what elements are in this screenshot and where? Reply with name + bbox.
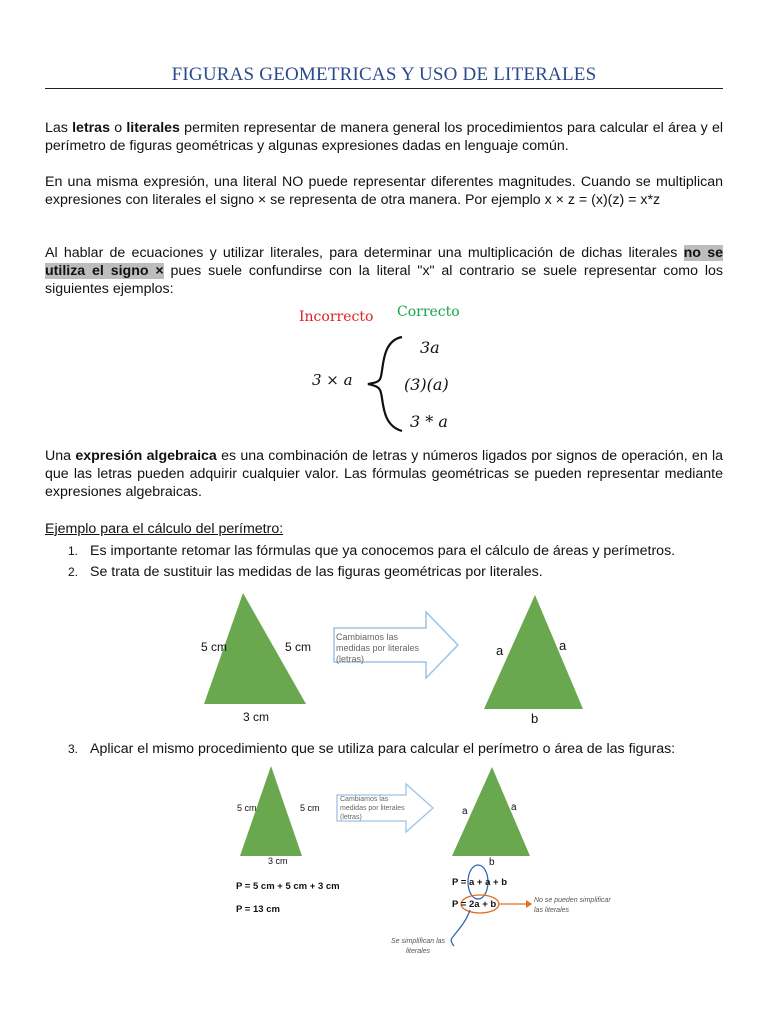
example-heading: Ejemplo para el cálculo del perímetro: [45, 521, 284, 537]
title-underline [45, 88, 723, 89]
fig1-lit-right: a [559, 638, 567, 653]
fig2-lit-base: b [489, 857, 495, 868]
fig1-arrow-text: Cambiamos las medidas por literales (letras) [336, 632, 420, 664]
list-item: 2. Se trata de sustituir las medidas de las figuras geométricas por literales. [68, 564, 543, 580]
fig2-base: 3 cm [268, 856, 288, 866]
document-title: FIGURAS GEOMETRICAS Y USO DE LITERALES [171, 64, 597, 85]
paragraph-literales: Las letras o literales permiten representar de manera general los procedimientos para calcular el área y el perímetro de figuras geométricas y algunas expresiones dadas en lenguaje común. [45, 120, 723, 154]
paragraph-expresion-algebraica: Una expresión algebraica es una combinación de letras y números ligados por signos de operación, en la que las letras pueden adquirir cualquier valor. Las fórmulas geométricas se pueden representar mediante expresiones algebraicas. [45, 448, 724, 500]
note-simplify: Se simplifican las literales [390, 938, 446, 955]
fig1-lit-left: a [496, 643, 504, 658]
fig1-lit-base: b [531, 711, 539, 726]
label-correcto: Correcto [397, 304, 460, 320]
note-no-simplify: No se pueden simplificar las literales [534, 897, 611, 914]
highlight-no-signo: no se utiliza el signo × [45, 245, 723, 279]
expr-option-3: 3 * a [410, 412, 448, 431]
expr-option-1: 3a [420, 338, 440, 357]
equation-literals-simplified: P = 2a + b [452, 899, 497, 910]
fig1-left-side: 5 cm [201, 640, 228, 654]
fig1-right-side: 5 cm [285, 640, 312, 654]
fig2-right-side: 5 cm [300, 803, 320, 813]
equation-result: P = 13 cm [236, 904, 280, 915]
fig2-lit-left: a [462, 806, 468, 817]
paragraph-multiplicacion: Al hablar de ecuaciones y utilizar literales, para determinar una multiplicación de dichas literales no se utiliza el signo × pues suele confundirse con la literal "x" al contrario se suele representar como los siguientes ejemplos: [45, 245, 723, 297]
expr-option-2: (3)(a) [404, 375, 449, 394]
equation-literals: P = a + a + b [452, 877, 508, 888]
list-item: 3. Aplicar el mismo procedimiento que se utiliza para calcular el perímetro o área de las figuras: [68, 741, 676, 757]
fig2-arrow-text: Cambiamos las medidas por literales (letras) [340, 796, 405, 821]
paragraph-magnitudes: En una misma expresión, una literal NO puede representar diferentes magnitudes. Cuando se multiplican expresiones con literales el signo × se representa de otra manera. Por ejemplo x × z = (x)(z) = x*z [45, 174, 723, 208]
fig2-lit-right: a [511, 802, 517, 813]
fig1-base: 3 cm [243, 710, 270, 724]
list-item: 1. Es importante retomar las fórmulas que ya conocemos para el cálculo de áreas y perímetros. [68, 543, 676, 559]
label-incorrecto: Incorrecto [299, 309, 374, 325]
fig2-left-side: 5 cm [237, 803, 257, 813]
equation-measures: P = 5 cm + 5 cm + 3 cm [236, 881, 340, 892]
expr-incorrect: 3 × a [312, 371, 353, 389]
